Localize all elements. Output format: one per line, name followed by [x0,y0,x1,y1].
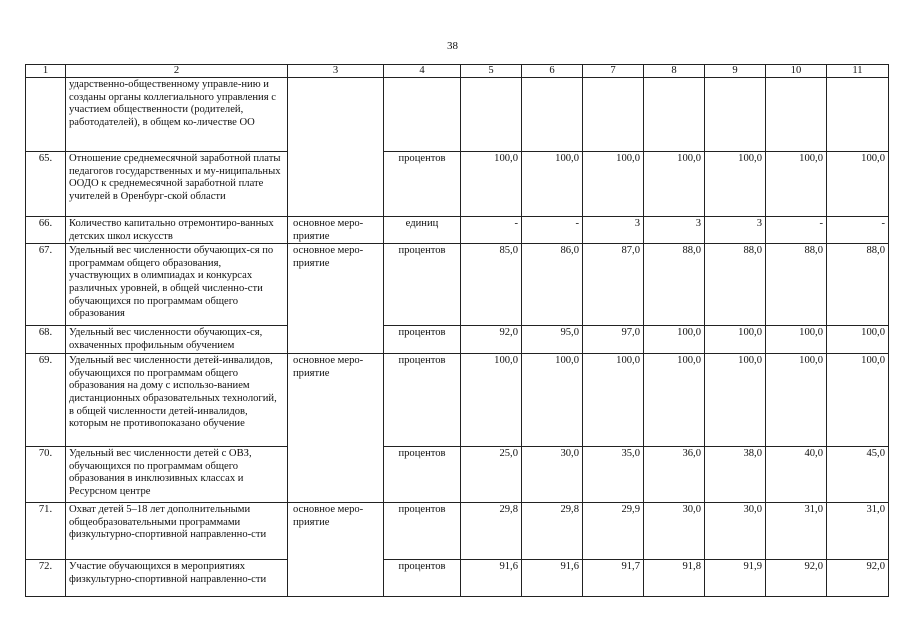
indicator-value [705,78,766,152]
indicator-value: 100,0 [644,326,705,354]
column-header: 10 [766,65,827,78]
indicator-value: 88,0 [705,244,766,326]
indicator-value: 3 [644,217,705,244]
indicator-description: Охват детей 5–18 лет дополнительными общеобразовательными программами физкультурно-спортивной направленно-сти [66,503,288,560]
indicator-value: 100,0 [827,152,889,217]
indicator-value: 100,0 [644,152,705,217]
unit-of-measure: процентов [384,447,461,503]
indicator-value: 100,0 [705,326,766,354]
table-row [26,447,889,503]
table-row [26,152,889,217]
unit-of-measure: процентов [384,326,461,354]
page-number: 38 [447,40,458,52]
event-type [288,78,384,217]
column-header: 2 [66,65,288,78]
indicator-value: 3 [705,217,766,244]
unit-of-measure: процентов [384,560,461,597]
indicator-description: Удельный вес численности детей-инвалидов, обучающихся по программам общего образования на дому с использо-ванием дистанционных образовательных технологий, в общей численности детей-инвалидов, которым не противопоказано обучение [66,354,288,447]
row-number: 67. [26,244,66,326]
indicator-value [827,78,889,152]
indicator-value: 100,0 [583,354,644,447]
indicator-value [522,78,583,152]
indicator-value: 95,0 [522,326,583,354]
indicator-value: 100,0 [522,152,583,217]
column-header: 3 [288,65,384,78]
indicator-value: 100,0 [766,152,827,217]
column-header: 1 [26,65,66,78]
indicator-value: 88,0 [827,244,889,326]
indicator-value [644,78,705,152]
column-header: 9 [705,65,766,78]
indicator-value: 100,0 [827,354,889,447]
table-row [26,354,889,447]
indicator-value: 88,0 [644,244,705,326]
header-row [26,65,889,78]
indicator-value: 30,0 [522,447,583,503]
indicator-value: 45,0 [827,447,889,503]
unit-of-measure: процентов [384,503,461,560]
indicator-value: 87,0 [583,244,644,326]
indicator-value: - [461,217,522,244]
indicator-value: 31,0 [766,503,827,560]
indicator-value: 92,0 [766,560,827,597]
row-number [26,78,66,152]
row-number: 70. [26,447,66,503]
event-type: основное меро-приятие [288,217,384,244]
indicator-value: 91,9 [705,560,766,597]
row-number: 71. [26,503,66,560]
table-row [26,503,889,560]
indicator-value: 100,0 [827,326,889,354]
indicator-description: Удельный вес численности детей с ОВЗ, обучающихся по программам общего образования в инклюзивных классах и Ресурсном центре [66,447,288,503]
table-row [26,560,889,597]
event-type: основное меро-приятие [288,244,384,354]
indicator-value: 100,0 [705,354,766,447]
indicator-value: 86,0 [522,244,583,326]
table-body [26,78,889,597]
indicator-value: 92,0 [461,326,522,354]
unit-of-measure: процентов [384,354,461,447]
unit-of-measure: процентов [384,152,461,217]
indicator-value: 29,9 [583,503,644,560]
row-number: 72. [26,560,66,597]
indicator-value: 30,0 [705,503,766,560]
column-header: 8 [644,65,705,78]
indicator-value: 92,0 [827,560,889,597]
indicator-value: 100,0 [705,152,766,217]
indicator-description: Удельный вес численности обучающих-ся по программам общего образования, участвующих в олимпиадах и конкурсах различных уровней, в общей численно-сти обучающихся по программам общего образования [66,244,288,326]
indicator-value: 36,0 [644,447,705,503]
column-header: 7 [583,65,644,78]
indicator-value [583,78,644,152]
indicator-value: 85,0 [461,244,522,326]
indicator-description: Участие обучающихся в мероприятиях физкультурно-спортивной направленно-сти [66,560,288,597]
table-row [26,244,889,326]
indicator-value: 100,0 [766,326,827,354]
indicator-value: 100,0 [461,152,522,217]
column-header: 6 [522,65,583,78]
indicator-value: 100,0 [461,354,522,447]
event-type: основное меро-приятие [288,354,384,503]
indicators-table [25,64,889,597]
table-row [26,326,889,354]
unit-of-measure [384,78,461,152]
indicator-value: 35,0 [583,447,644,503]
indicator-description: Отношение среднемесячной заработной платы педагогов государственных и му-ниципальных ООДО к среднемесячной заработной плате учителей в Оренбург-ской области [66,152,288,217]
indicator-value: 91,6 [522,560,583,597]
indicator-description: Удельный вес численности обучающих-ся, охваченных профильным обучением [66,326,288,354]
indicator-value: - [766,217,827,244]
row-number: 66. [26,217,66,244]
indicator-value: 30,0 [644,503,705,560]
indicator-description: Количество капитально отремонтиро-ванных детских школ искусств [66,217,288,244]
unit-of-measure: процентов [384,244,461,326]
indicator-value: 31,0 [827,503,889,560]
row-number: 68. [26,326,66,354]
indicator-value: 38,0 [705,447,766,503]
column-header: 11 [827,65,889,78]
indicator-value: 91,7 [583,560,644,597]
indicator-value: 100,0 [644,354,705,447]
table-row [26,78,889,152]
indicator-value: 91,8 [644,560,705,597]
column-header: 5 [461,65,522,78]
indicator-value: 88,0 [766,244,827,326]
indicator-value: 25,0 [461,447,522,503]
row-number: 65. [26,152,66,217]
indicator-value: 100,0 [522,354,583,447]
indicator-value: 29,8 [522,503,583,560]
indicator-description: ударственно-общественному управле-нию и созданы органы коллегиального управления с участием общественности (родителей, работодателей), в общем ко-личестве ОО [66,78,288,152]
indicator-value [461,78,522,152]
indicator-value: 91,6 [461,560,522,597]
indicator-value: 3 [583,217,644,244]
indicator-value [766,78,827,152]
table-row [26,217,889,244]
indicator-value: - [522,217,583,244]
indicator-value: 40,0 [766,447,827,503]
column-header: 4 [384,65,461,78]
indicator-value: - [827,217,889,244]
table-header [26,65,889,78]
unit-of-measure: единиц [384,217,461,244]
indicator-value: 97,0 [583,326,644,354]
row-number: 69. [26,354,66,447]
indicator-value: 100,0 [766,354,827,447]
indicator-value: 29,8 [461,503,522,560]
indicator-value: 100,0 [583,152,644,217]
event-type: основное меро-приятие [288,503,384,597]
